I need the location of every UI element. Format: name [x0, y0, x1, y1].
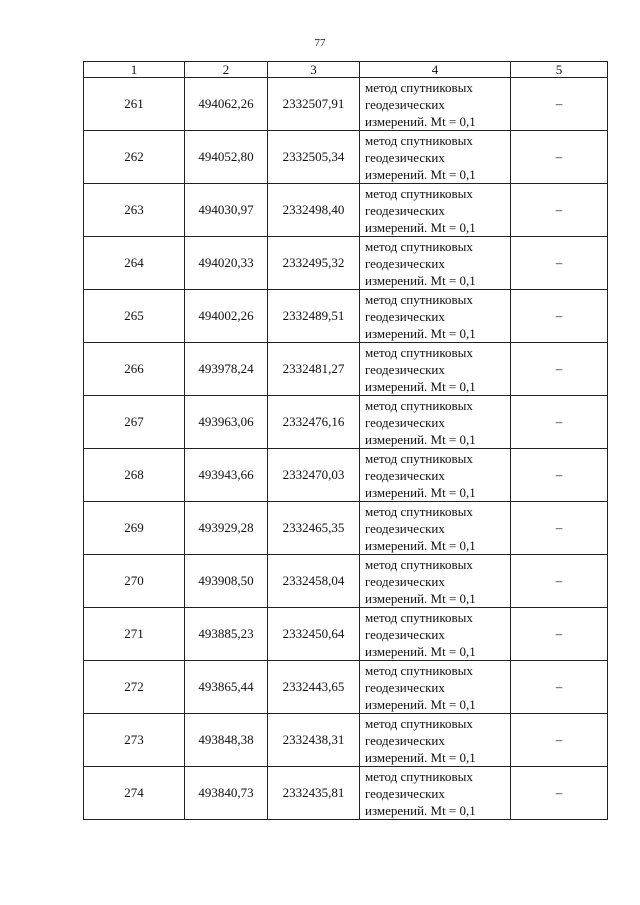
y-coordinate-cell: 2332465,35 [268, 502, 360, 555]
method-line-1: метод спутниковых [365, 715, 473, 731]
method-cell [360, 767, 511, 820]
method-line-3: измерений. Mt = 0,1 [365, 431, 476, 447]
header-col-4: 4 [360, 62, 511, 78]
method-line-3: измерений. Mt = 0,1 [365, 378, 476, 394]
x-coordinate-cell: 494020,33 [185, 237, 268, 290]
point-number-cell: 261 [84, 78, 185, 131]
method-cell [360, 502, 511, 555]
method-line-1: метод спутниковых [365, 132, 473, 148]
x-coordinate-cell: 493840,73 [185, 767, 268, 820]
table-row [84, 608, 608, 661]
method-cell [360, 714, 511, 767]
x-coordinate-cell: 493908,50 [185, 555, 268, 608]
table-row [84, 661, 608, 714]
method-line-3: измерений. Mt = 0,1 [365, 484, 476, 500]
column-5-cell: – [511, 78, 608, 131]
y-coordinate-cell: 2332489,51 [268, 290, 360, 343]
method-cell [360, 608, 511, 661]
point-number-cell: 266 [84, 343, 185, 396]
y-coordinate-cell: 2332470,03 [268, 449, 360, 502]
y-coordinate-cell: 2332505,34 [268, 131, 360, 184]
method-line-1: метод спутниковых [365, 768, 473, 784]
header-col-1: 1 [84, 62, 185, 78]
method-cell [360, 449, 511, 502]
column-5-cell: – [511, 449, 608, 502]
y-coordinate-cell: 2332476,16 [268, 396, 360, 449]
point-number-cell: 274 [84, 767, 185, 820]
method-line-3: измерений. Mt = 0,1 [365, 590, 476, 606]
method-cell [360, 661, 511, 714]
coordinates-table-body [84, 62, 608, 820]
method-cell [360, 78, 511, 131]
column-5-cell: – [511, 608, 608, 661]
method-line-3: измерений. Mt = 0,1 [365, 643, 476, 659]
method-line-2: геодезических [365, 626, 445, 642]
y-coordinate-cell: 2332498,40 [268, 184, 360, 237]
table-row [84, 290, 608, 343]
method-line-2: геодезических [365, 96, 445, 112]
table-row [84, 131, 608, 184]
x-coordinate-cell: 493929,28 [185, 502, 268, 555]
method-line-1: метод спутниковых [365, 503, 473, 519]
x-coordinate-cell: 494030,97 [185, 184, 268, 237]
column-5-cell: – [511, 343, 608, 396]
table-row [84, 78, 608, 131]
x-coordinate-cell: 494002,26 [185, 290, 268, 343]
table-row [84, 184, 608, 237]
x-coordinate-cell: 494052,80 [185, 131, 268, 184]
table-row [84, 714, 608, 767]
x-coordinate-cell: 493963,06 [185, 396, 268, 449]
y-coordinate-cell: 2332495,32 [268, 237, 360, 290]
column-5-cell: – [511, 237, 608, 290]
method-line-2: геодезических [365, 785, 445, 801]
method-line-3: измерений. Mt = 0,1 [365, 272, 476, 288]
y-coordinate-cell: 2332443,65 [268, 661, 360, 714]
method-line-1: метод спутниковых [365, 450, 473, 466]
method-line-2: геодезических [365, 679, 445, 695]
y-coordinate-cell: 2332458,04 [268, 555, 360, 608]
table-row [84, 555, 608, 608]
column-5-cell: – [511, 184, 608, 237]
method-line-1: метод спутниковых [365, 291, 473, 307]
column-5-cell: – [511, 714, 608, 767]
table-row [84, 237, 608, 290]
coordinates-table [83, 61, 608, 820]
method-line-3: измерений. Mt = 0,1 [365, 113, 476, 129]
table-row [84, 343, 608, 396]
method-line-2: геодезических [365, 255, 445, 271]
method-line-2: геодезических [365, 202, 445, 218]
method-line-2: геодезических [365, 361, 445, 377]
column-5-cell: – [511, 661, 608, 714]
x-coordinate-cell: 493978,24 [185, 343, 268, 396]
y-coordinate-cell: 2332481,27 [268, 343, 360, 396]
point-number-cell: 264 [84, 237, 185, 290]
method-line-2: геодезических [365, 573, 445, 589]
table-row [84, 396, 608, 449]
column-5-cell: – [511, 396, 608, 449]
method-line-2: геодезических [365, 308, 445, 324]
y-coordinate-cell: 2332438,31 [268, 714, 360, 767]
point-number-cell: 267 [84, 396, 185, 449]
method-line-2: геодезических [365, 149, 445, 165]
column-5-cell: – [511, 767, 608, 820]
point-number-cell: 271 [84, 608, 185, 661]
method-line-2: геодезических [365, 467, 445, 483]
method-line-1: метод спутниковых [365, 662, 473, 678]
method-cell [360, 396, 511, 449]
header-col-2: 2 [185, 62, 268, 78]
method-cell [360, 237, 511, 290]
column-5-cell: – [511, 290, 608, 343]
method-line-3: измерений. Mt = 0,1 [365, 537, 476, 553]
y-coordinate-cell: 2332507,91 [268, 78, 360, 131]
point-number-cell: 263 [84, 184, 185, 237]
column-5-cell: – [511, 502, 608, 555]
page-number: 77 [314, 37, 326, 49]
method-line-1: метод спутниковых [365, 79, 473, 95]
point-number-cell: 262 [84, 131, 185, 184]
method-line-1: метод спутниковых [365, 344, 473, 360]
method-line-1: метод спутниковых [365, 609, 473, 625]
header-col-5: 5 [511, 62, 608, 78]
header-col-3: 3 [268, 62, 360, 78]
column-5-cell: – [511, 555, 608, 608]
method-line-1: метод спутниковых [365, 397, 473, 413]
method-line-3: измерений. Mt = 0,1 [365, 219, 476, 235]
y-coordinate-cell: 2332450,64 [268, 608, 360, 661]
column-5-cell: – [511, 131, 608, 184]
method-line-3: измерений. Mt = 0,1 [365, 802, 476, 818]
x-coordinate-cell: 493885,23 [185, 608, 268, 661]
table-row [84, 767, 608, 820]
method-line-2: геодезических [365, 520, 445, 536]
method-line-3: измерений. Mt = 0,1 [365, 696, 476, 712]
x-coordinate-cell: 493848,38 [185, 714, 268, 767]
x-coordinate-cell: 494062,26 [185, 78, 268, 131]
method-cell [360, 184, 511, 237]
method-cell [360, 555, 511, 608]
method-line-1: метод спутниковых [365, 556, 473, 572]
x-coordinate-cell: 493865,44 [185, 661, 268, 714]
method-line-2: геодезических [365, 732, 445, 748]
method-line-3: измерений. Mt = 0,1 [365, 749, 476, 765]
method-line-1: метод спутниковых [365, 238, 473, 254]
table-row [84, 502, 608, 555]
point-number-cell: 269 [84, 502, 185, 555]
x-coordinate-cell: 493943,66 [185, 449, 268, 502]
point-number-cell: 272 [84, 661, 185, 714]
method-cell [360, 343, 511, 396]
method-cell [360, 290, 511, 343]
method-line-2: геодезических [365, 414, 445, 430]
table-row [84, 449, 608, 502]
point-number-cell: 265 [84, 290, 185, 343]
method-line-3: измерений. Mt = 0,1 [365, 325, 476, 341]
header-row [84, 62, 608, 78]
method-line-3: измерений. Mt = 0,1 [365, 166, 476, 182]
point-number-cell: 270 [84, 555, 185, 608]
method-cell [360, 131, 511, 184]
point-number-cell: 273 [84, 714, 185, 767]
y-coordinate-cell: 2332435,81 [268, 767, 360, 820]
point-number-cell: 268 [84, 449, 185, 502]
method-line-1: метод спутниковых [365, 185, 473, 201]
